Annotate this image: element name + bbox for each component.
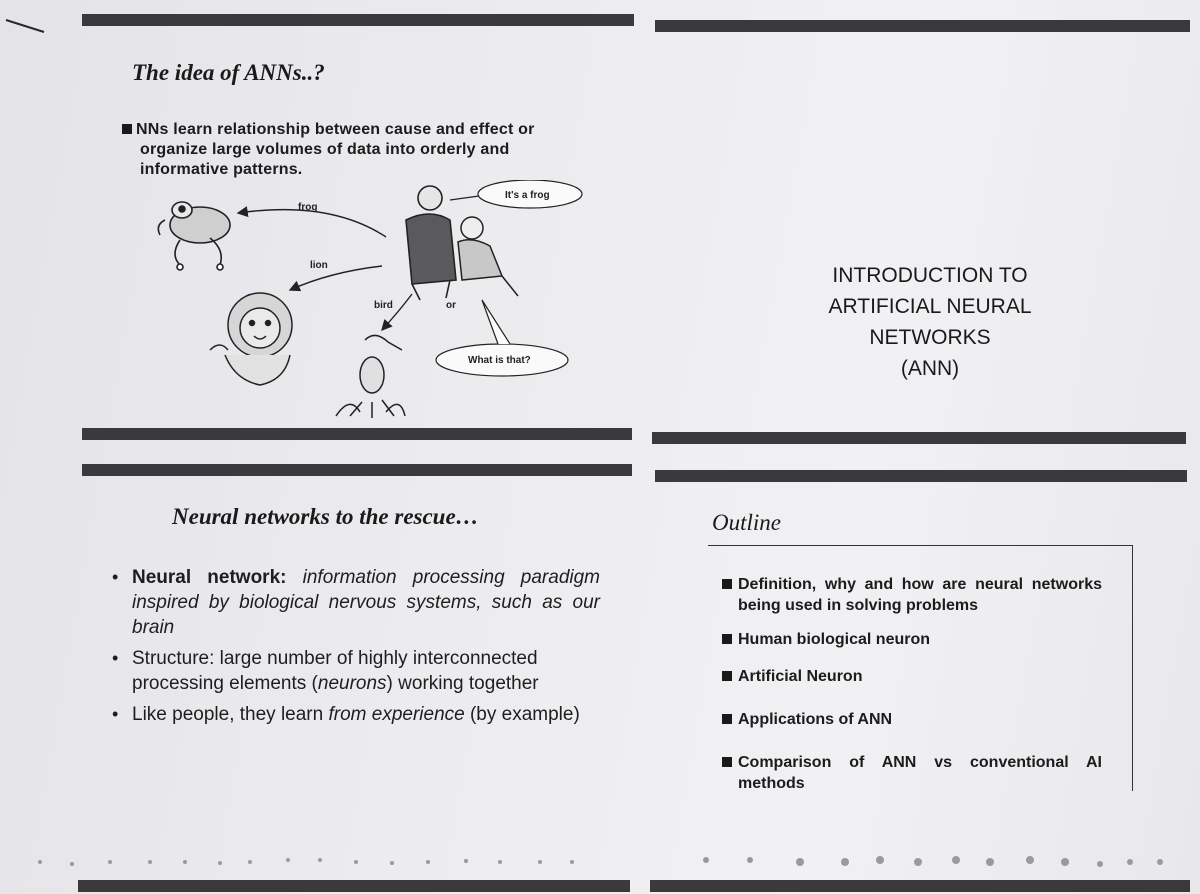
outline-item-text: Artificial Neuron [738, 668, 863, 685]
rescue-slide-title: Neural networks to the rescue… [172, 504, 479, 529]
slide-bottom-bar-right [652, 432, 1186, 444]
bird-label: bird [374, 300, 393, 311]
outline-slide-title: Outline [712, 510, 781, 535]
outline-item [722, 666, 1102, 687]
intro-slide-title [790, 260, 1070, 384]
adult-figure-icon [406, 186, 456, 300]
intro-line-3: NETWORKS [869, 326, 991, 349]
slide-bottom-bar-bottom-right [650, 880, 1190, 892]
square-bullet-icon [722, 714, 732, 724]
learning-illustration [150, 180, 590, 420]
pencil-mark-decoration [0, 14, 60, 38]
lion-icon [210, 293, 292, 385]
idea-bullet-line-1: NNs learn relationship between cause and effect or [136, 121, 535, 138]
child-figure-icon [458, 217, 518, 296]
slide-bottom-bar-left [82, 428, 632, 440]
square-bullet-icon [722, 634, 732, 644]
square-bullet-icon [722, 671, 732, 681]
rescue-item-1 [110, 565, 600, 640]
outline-item [722, 709, 1102, 730]
bullet-dot-icon: • [112, 704, 119, 724]
idea-bullet-line-2: organize large volumes of data into orderly and [140, 141, 510, 158]
rescue-item-2-em: neurons [317, 673, 387, 694]
idea-slide-title: The idea of ANNs..? [132, 60, 325, 85]
outline-item [722, 574, 1102, 616]
outline-list [722, 574, 1102, 794]
intro-line-2: ARTIFICIAL NEURAL [828, 295, 1032, 318]
rescue-item-2-post: ) working together [386, 673, 539, 694]
intro-line-1: INTRODUCTION TO [832, 264, 1028, 287]
square-bullet-icon [722, 757, 732, 767]
heron-icon [336, 335, 405, 418]
rescue-bullet-list [110, 565, 600, 733]
idea-bullet [122, 120, 602, 180]
slide-top-bar-left [82, 14, 634, 26]
slide-top-bar-bottom-right [655, 470, 1187, 482]
square-bullet-icon [122, 124, 132, 134]
binding-marks-decoration [0, 850, 1200, 874]
bullet-dot-icon: • [112, 567, 119, 587]
rescue-item-3-pre: Like people, they learn [132, 704, 329, 725]
rescue-item-1-desc: information processing paradigm inspired by biological nervous systems, such as our brain [132, 567, 601, 638]
adult-speech-text: It's a frog [505, 190, 550, 201]
idea-bullet-line-3: informative patterns. [140, 161, 303, 178]
or-label: or [446, 300, 456, 311]
slide-top-bar-right [655, 20, 1190, 32]
frog-label: frog [298, 202, 318, 213]
outline-item-text: Comparison of ANN vs conventional AI methods [738, 754, 1102, 792]
outline-item [722, 752, 1102, 794]
rescue-item-3-em: from experience [328, 704, 465, 725]
outline-item-text: Definition, why and how are neural networks being used in solving problems [738, 576, 1102, 614]
frog-icon [158, 202, 230, 270]
outline-item-text: Human biological neuron [738, 631, 931, 648]
child-speech-text: What is that? [468, 355, 531, 366]
rescue-item-3-post: (by example) [464, 704, 580, 725]
outline-item [722, 629, 1102, 650]
lion-label: lion [310, 260, 328, 271]
rescue-item-2-pre: Structure: large number of highly interconnected processing elements ( [132, 648, 538, 694]
bullet-dot-icon: • [112, 648, 119, 668]
rescue-item-3 [110, 702, 600, 727]
square-bullet-icon [722, 579, 732, 589]
rescue-item-1-term: Neural network: [132, 567, 287, 588]
outline-item-text: Applications of ANN [738, 711, 893, 728]
rescue-item-2 [110, 646, 600, 696]
slide-bottom-bar-bottom-left [78, 880, 630, 892]
slide-top-bar-bottom-left [82, 464, 632, 476]
intro-line-4: (ANN) [900, 357, 960, 380]
